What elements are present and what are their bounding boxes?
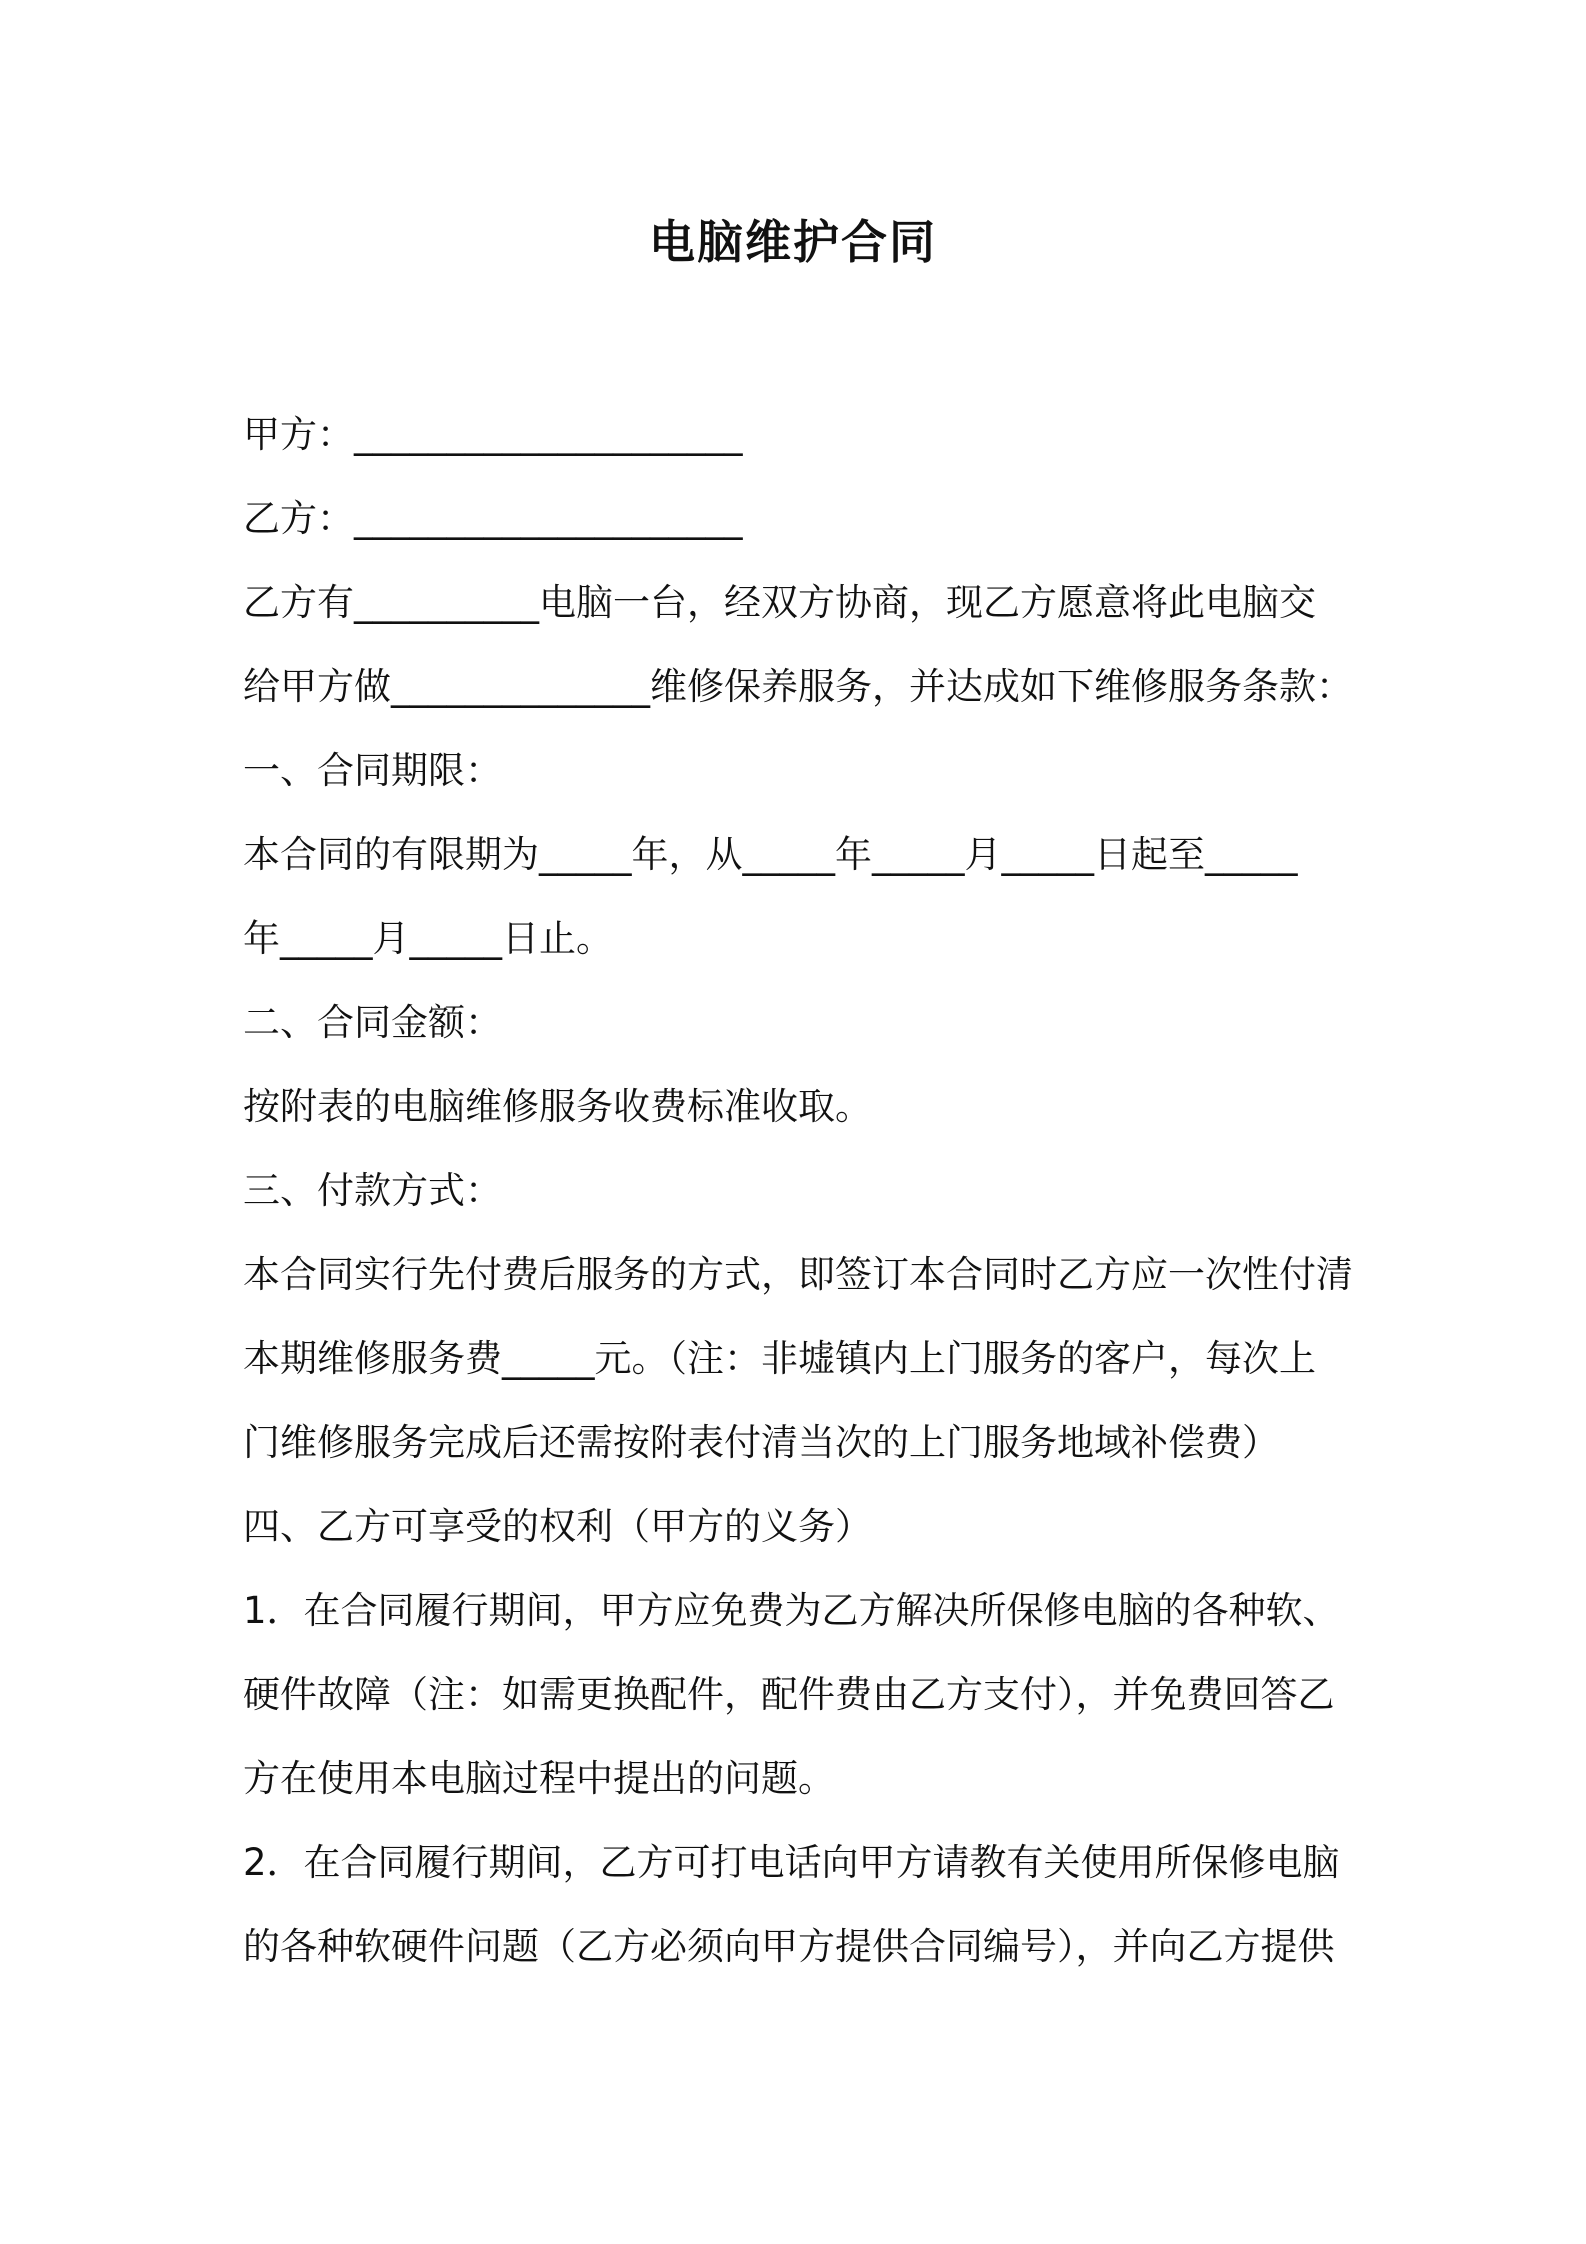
paragraph-line: 乙方有__________电脑一台，经双方协商，现乙方愿意将此电脑交 bbox=[243, 581, 1316, 624]
section-heading-amount: 二、合同金额： bbox=[243, 1001, 502, 1044]
paragraph-line: 给甲方做______________维修保养服务，并达成如下维修服务条款： bbox=[243, 665, 1353, 708]
clause-line: 的各种软硬件问题（乙方必须向甲方提供合同编号），并向乙方提供 bbox=[243, 1925, 1335, 1968]
section-heading-rights: 四、乙方可享受的权利（甲方的义务） bbox=[243, 1505, 872, 1548]
paragraph-line: 按附表的电脑维修服务收费标准收取。 bbox=[243, 1085, 872, 1128]
paragraph-line: 本期维修服务费_____元。（注：非墟镇内上门服务的客户，每次上 bbox=[243, 1337, 1316, 1380]
document-title: 电脑维护合同 bbox=[649, 215, 937, 269]
clause-line: 硬件故障（注：如需更换配件，配件费由乙方支付），并免费回答乙 bbox=[243, 1673, 1335, 1716]
party-b-line: 乙方：_____________________ bbox=[243, 497, 743, 540]
clause-line: 方在使用本电脑过程中提出的问题。 bbox=[243, 1757, 835, 1800]
clause-line: 2．在合同履行期间，乙方可打电话向甲方请教有关使用所保修电脑 bbox=[243, 1841, 1340, 1884]
section-heading-payment: 三、付款方式： bbox=[243, 1169, 502, 1212]
paragraph-line: 年_____月_____日止。 bbox=[243, 917, 613, 960]
document-body bbox=[243, 405, 1373, 2001]
paragraph-line: 本合同的有限期为_____年，从_____年_____月_____日起至_____ bbox=[243, 833, 1298, 876]
clause-line: 1．在合同履行期间，甲方应免费为乙方解决所保修电脑的各种软、 bbox=[243, 1589, 1340, 1632]
paragraph-line: 门维修服务完成后还需按附表付清当次的上门服务地域补偿费） bbox=[243, 1421, 1279, 1464]
paragraph-line: 本合同实行先付费后服务的方式，即签订本合同时乙方应一次性付清 bbox=[243, 1253, 1353, 1296]
section-heading-term: 一、合同期限： bbox=[243, 749, 502, 792]
party-a-line: 甲方：_____________________ bbox=[243, 413, 743, 456]
